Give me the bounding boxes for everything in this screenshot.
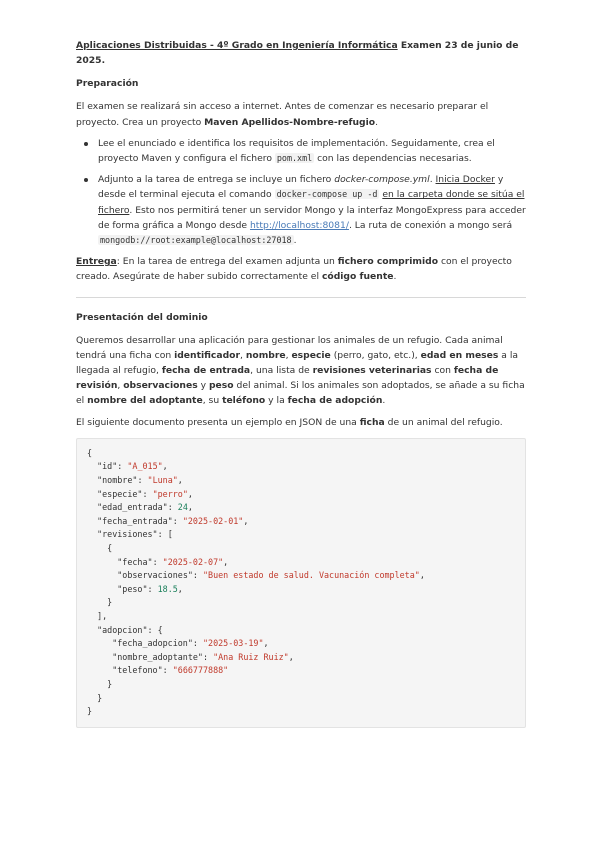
inline-code: pom.xml <box>276 153 313 164</box>
document-title <box>76 38 526 68</box>
inicia-docker-text: Inicia Docker <box>435 174 495 186</box>
exam-date: Examen 23 de junio de 2025. <box>76 40 519 67</box>
mongo-express-link[interactable]: http://localhost:8081/ <box>249 219 349 231</box>
json-intro-paragraph: El siguiente documento presenta un ejemplo en JSON de una ficha de un animal del refugio. <box>76 416 503 428</box>
document-page <box>76 38 526 728</box>
preparation-list <box>76 136 526 248</box>
list-item: Lee el enunciado e identifica los requisitos de implementación. Seguidamente, crea el proyecto Maven y configura el fichero pom.xml con las dependencias necesarias. <box>76 136 526 166</box>
inline-code: docker-compose up -d <box>276 189 378 200</box>
section-heading-dominio: Presentación del dominio <box>76 311 208 323</box>
entrega-paragraph: Entrega: En la tarea de entrega del examen adjunta un fichero comprimido con el proyecto creado. Asegúrate de haber subido correctamente el código fuente. <box>76 256 512 283</box>
section-divider <box>76 297 526 298</box>
list-item: Adjunto a la tarea de entrega se incluye un fichero docker-compose.yml. Inicia Docker y desde el terminal ejecuta el comando docker-compose up -d en la carpeta donde se sitúa el fichero. Esto nos permitirá tener un servidor Mongo y la interfaz MongoExpress para acceder de forma gráfica a Mongo desde http://localhost:8081/. La ruta de conexión a mongo será mongodb://root:example@localhost:27018 . <box>76 172 526 248</box>
section-heading-preparacion: Preparación <box>76 78 139 90</box>
inline-code: mongodb://root:example@localhost:27018 <box>100 235 292 246</box>
intro-paragraph: El examen se realizará sin acceso a internet. Antes de comenzar es necesario preparar el proyecto. Crea un proyecto Maven Apellidos-Nombre-refugio. <box>76 101 489 128</box>
json-code-block: { "id": "A_015", "nombre": "Luna", "especie": "perro", "edad_entrada": 24, "fecha_entrada": "2025-02-01", "revisiones": [ { "fecha": "2025-02-07", "observaciones": "Buen estado de salud. Vacunación completa", "peso": 18.5, } ], "adopcion": { "fecha_adopcion": "2025-03-19", "nombre_adoptante": "Ana Ruiz Ruiz", "telefono": "666777888" } } } <box>76 438 526 728</box>
domain-paragraph: Queremos desarrollar una aplicación para gestionar los animales de un refugio. Cada animal tendrá una ficha con identificador, nombre, especie (perro, gato, etc.), edad en meses a la llegada al refugio, fecha de entrada, una lista de revisiones veterinarias con fecha de revisión, observaciones y peso del animal. Si los animales son adoptados, se añade a su ficha el nombre del adoptante, su teléfono y la fecha de adopción. <box>76 334 525 407</box>
course-title: Aplicaciones Distribuidas - 4º Grado en Ingeniería Informática <box>76 40 398 51</box>
